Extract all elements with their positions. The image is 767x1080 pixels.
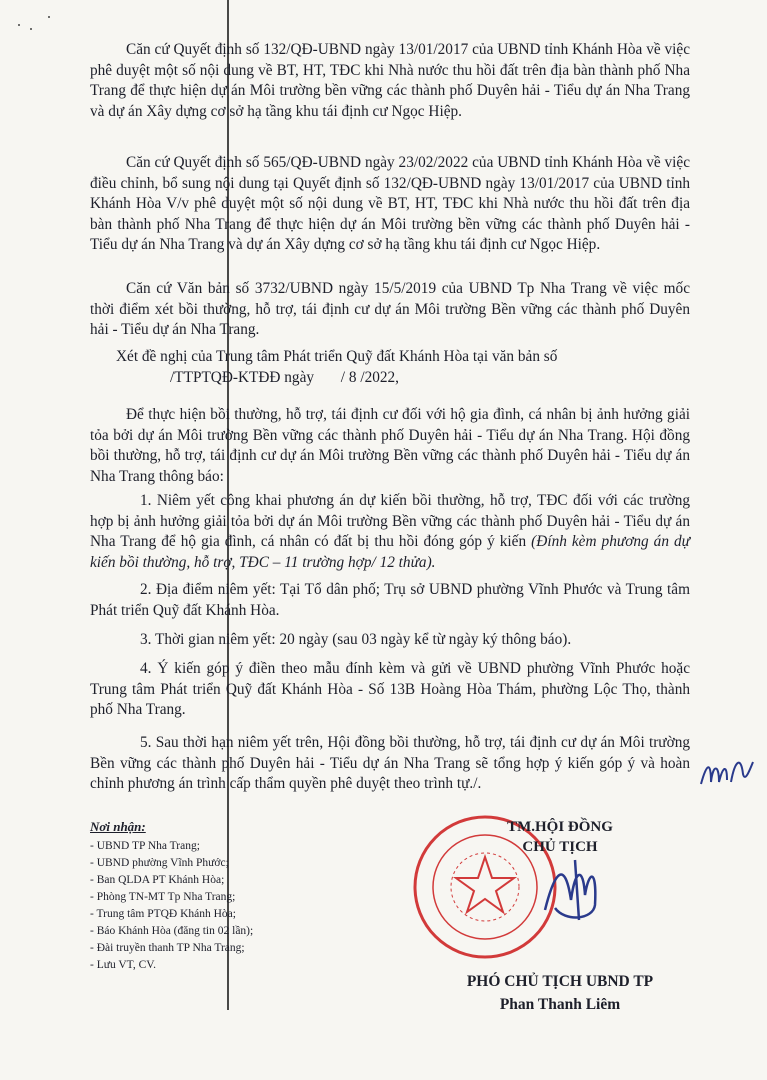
recipient-item: - UBND TP Nha Trang;	[90, 840, 200, 852]
handwritten-signature	[535, 850, 615, 930]
paragraph-item-4: 4. Ý kiến góp ý điền theo mẫu đính kèm và gửi về UBND phường Vĩnh Phước hoặc Trung tâm Phát triển Quỹ đất Khánh Hòa - Số 13B Hoàng Hòa Thám, phường Lộc Thọ, thành phố Nha Trang.	[90, 660, 690, 719]
paragraph-decision-565: Căn cứ Quyết định số 565/QĐ-UBND ngày 23/02/2022 của UBND tỉnh Khánh Hòa về việc điều chỉnh, bổ sung nội dung tại Quyết định số 132/QĐ-UBND ngày 13/01/2017 của UBND tỉnh Khánh Hòa V/v phê duyệt một số nội dung về BT, HT, TĐC khi Nhà nước thu hồi đất trên địa bàn thành phố Nha Trang để thực hiện dự án Môi trường bền vững các thành phố Duyên hải - Tiểu dự án Nha Trang và dự án Xây dựng cơ sở hạ tầng khu tái định cư Ngọc Hiệp.	[90, 154, 690, 254]
signature-council-title: TM.HỘI ĐỒNG	[507, 819, 613, 835]
paragraph-item-1: 1. Niêm yết công khai phương án dự kiến bồi thường, hỗ trợ, TĐC đối với các trường hợp bị ảnh hưởng giải tỏa bởi dự án Môi trường Bền vững các thành phố Duyên hải - Tiểu dự án Nha Trang để hộ gia đình, cá nhân có đất bị thu hồi đóng góp ý kiến (Đính kèm phương án dự kiến bồi thường, hỗ trợ, TĐC – 11 trường hợp/ 12 thửa).	[90, 492, 691, 571]
recipient-item: - Lưu VT, CV.	[90, 959, 156, 971]
recipients-heading: Nơi nhận:	[90, 819, 146, 834]
paragraph-document-3732: Căn cứ Văn bản số 3732/UBND ngày 15/5/2019 của UBND Tp Nha Trang về việc mốc thời điểm xét bồi thường, hỗ trợ, tái định cư dự án Môi trường Bền vững các thành phố Duyên hải - Tiểu dự án Nha Trang.	[90, 280, 690, 339]
paragraph-announcement-intro: Để thực hiện bồi thường, hỗ trợ, tái định cư đối với hộ gia đình, cá nhân bị ảnh hưởng giải tỏa bởi dự án Môi trường Bền vững các thành phố Duyên hải - Tiểu dự án Nha Trang. Hội đồng bồi thường, hỗ trợ, tái định cư dự án Môi trường Bền vững các thành phố Duyên hải - Tiểu dự án Nha Trang thông báo:	[90, 406, 690, 485]
paragraph-proposal-ref: /TTPTQĐ-KTĐĐ ngày / 8 /2022,	[170, 369, 400, 386]
signature-role: CHỦ TỊCH	[522, 839, 598, 855]
paragraph-proposal: Xét đề nghị của Trung tâm Phát triển Quỹ đất Khánh Hòa tại văn bản số	[116, 348, 558, 365]
recipient-item: - Phòng TN-MT Tp Nha Trang;	[90, 891, 236, 903]
recipients-block	[90, 818, 350, 974]
recipient-item: - UBND phường Vĩnh Phước;	[90, 857, 229, 869]
paragraph-item-2: 2. Địa điểm niêm yết: Tại Tổ dân phố; Trụ sở UBND phường Vĩnh Phước và Trung tâm Phát triển Quỹ đất Khánh Hòa.	[90, 581, 690, 619]
recipient-item: - Đài truyền thanh TP Nha Trang;	[90, 942, 245, 954]
recipient-item: - Trung tâm PTQĐ Khánh Hòa;	[90, 908, 236, 920]
recipient-item: - Báo Khánh Hòa (đăng tin 02 lần);	[90, 925, 254, 937]
initial-signature	[697, 752, 757, 792]
paragraph-item-3: 3. Thời gian niêm yết: 20 ngày (sau 03 ngày kể từ ngày ký thông báo).	[140, 631, 572, 648]
paragraph-decision-132: Căn cứ Quyết định số 132/QĐ-UBND ngày 13/01/2017 của UBND tỉnh Khánh Hòa về việc phê duyệt một số nội dung về BT, HT, TĐC khi Nhà nước thu hồi đất trên địa bàn thành phố Nha Trang để thực hiện dự án Môi trường bền vững các thành phố Duyên hải - Tiểu dự án Nha Trang và dự án Xây dựng cơ sở hạ tầng khu tái định cư Ngọc Hiệp.	[90, 41, 690, 120]
paragraph-item-5: 5. Sau thời hạn niêm yết trên, Hội đồng bồi thường, hỗ trợ, tái định cư dự án Môi trường Bền vững các thành phố Duyên hải - Tiểu dự án Nha Trang sẽ tổng hợp ý kiến góp ý và hoàn chỉnh phương án trình cấp thẩm quyền phê duyệt theo trình tự./.	[90, 734, 690, 793]
recipient-item: - Ban QLDA PT Khánh Hòa;	[90, 874, 225, 886]
scan-specks	[18, 14, 58, 34]
signatory-name: Phan Thanh Liêm	[499, 996, 621, 1013]
signature-title: PHÓ CHỦ TỊCH UBND TP	[466, 973, 654, 990]
